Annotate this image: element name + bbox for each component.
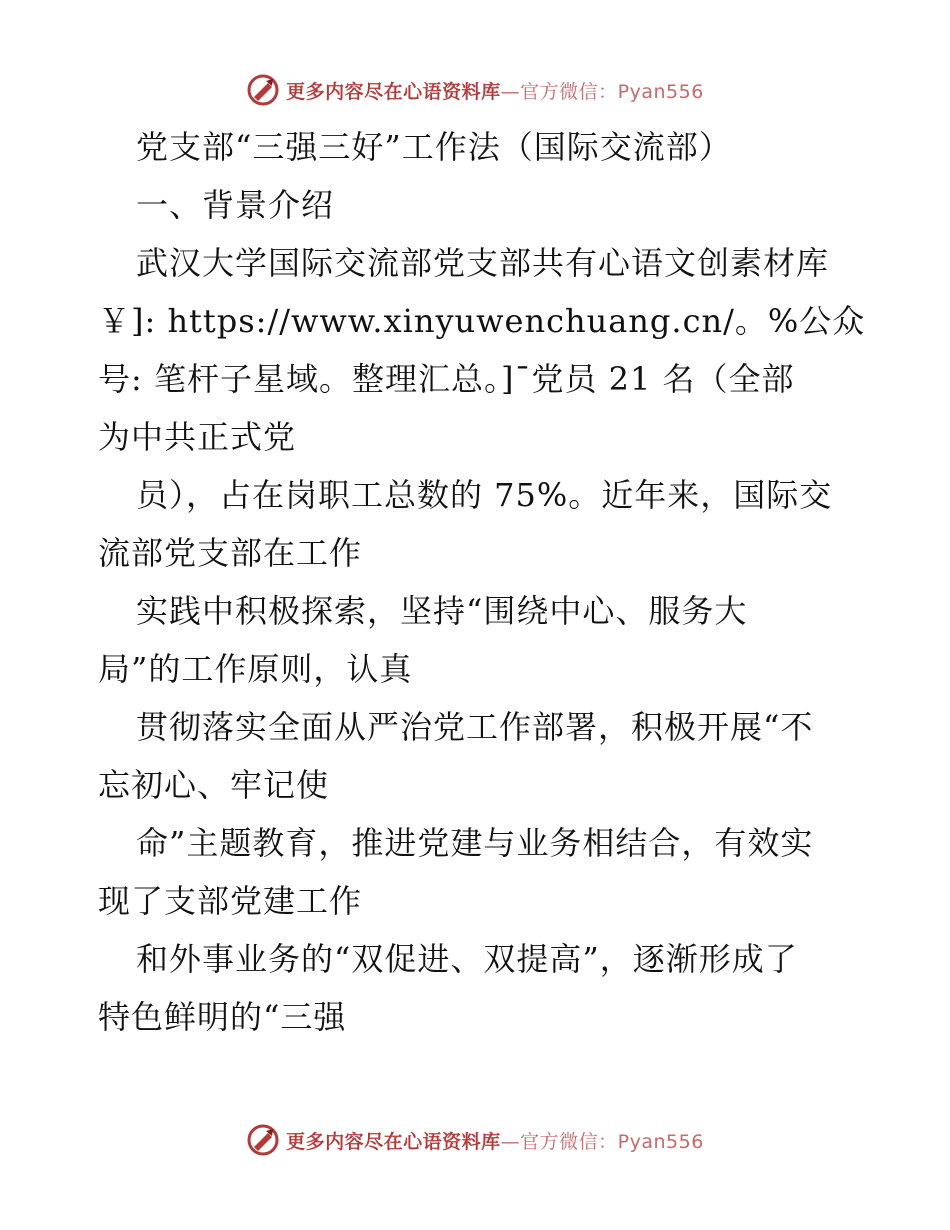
paragraph-line: 特色鲜明的“三强 bbox=[98, 998, 347, 1036]
document-body bbox=[98, 118, 866, 1046]
paragraph-line: 现了支部党建工作 bbox=[98, 882, 363, 920]
paragraph-line: 员），占在岗职工总数的 75%。近年来，国际交 bbox=[136, 476, 833, 514]
paragraph-line: 流部党支部在工作 bbox=[98, 534, 363, 572]
paragraph-line: 和外事业务的“双促进、双提高”，逐渐形成了 bbox=[136, 940, 798, 978]
watermark-text: 更多内容尽在心语资料库—官方微信：Pyan556 bbox=[286, 80, 704, 103]
paragraph-line: 局”的工作原则，认真 bbox=[98, 650, 413, 688]
paragraph-line: 号: 笔杆子星域。整理汇总。]¯党员 21 名（全部 bbox=[98, 360, 795, 398]
header-watermark bbox=[0, 70, 950, 110]
footer-watermark bbox=[0, 1120, 950, 1160]
paragraph-line: 贯彻落实全面从严治党工作部署，积极开展“不 bbox=[136, 708, 814, 746]
brand-logo-icon bbox=[246, 1123, 280, 1157]
paragraph-line: ￥]: https://www.xinyuwenchuang.cn/。%公众 bbox=[98, 302, 866, 340]
paragraph-line: 为中共正式党 bbox=[98, 418, 297, 456]
paragraph-line: 实践中积极探索，坚持“围绕中心、服务大 bbox=[136, 592, 748, 630]
paragraph-line: 命”主题教育，推进党建与业务相结合，有效实 bbox=[136, 824, 814, 862]
paragraph-line: 武汉大学国际交流部党支部共有心语文创素材库 bbox=[136, 244, 830, 282]
document-title: 党支部“三强三好”工作法（国际交流部） bbox=[136, 128, 732, 166]
section-heading: 一、背景介绍 bbox=[136, 186, 335, 224]
watermark-text: 更多内容尽在心语资料库—官方微信：Pyan556 bbox=[286, 1130, 704, 1153]
paragraph-line: 忘初心、牢记使 bbox=[98, 766, 330, 804]
brand-logo-icon bbox=[246, 73, 280, 107]
